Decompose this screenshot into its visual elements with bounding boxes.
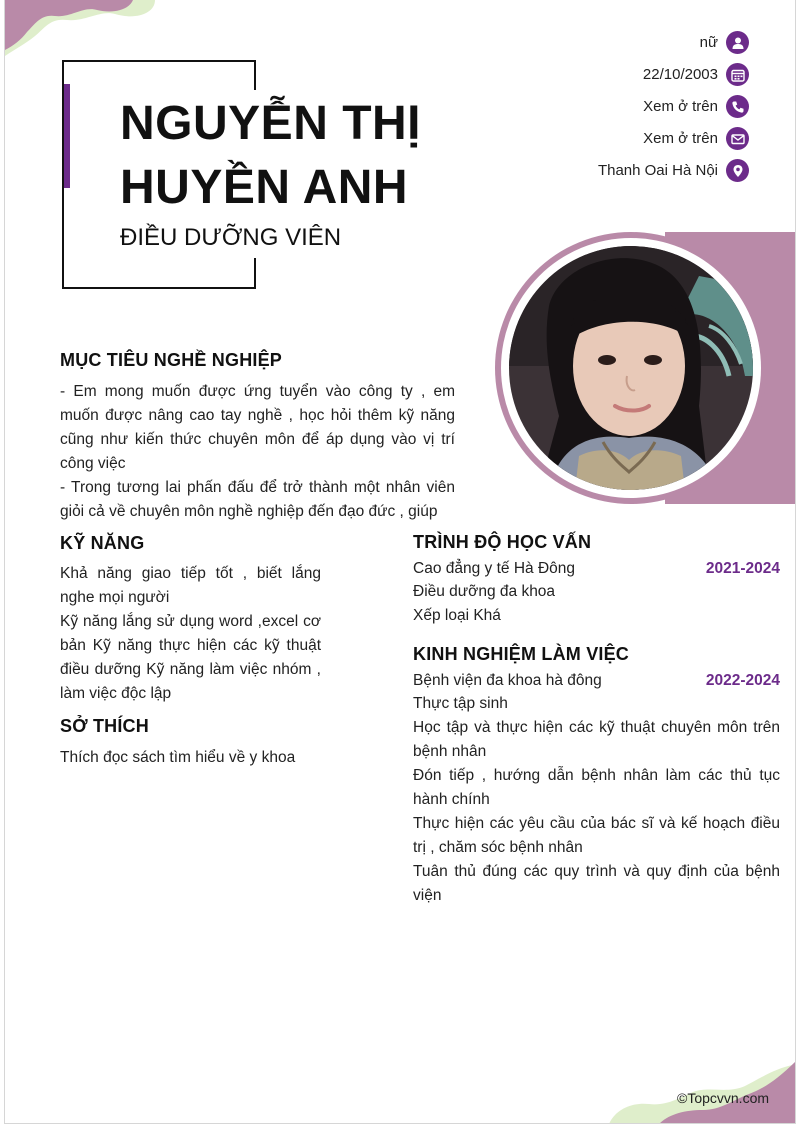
skills-paragraph-2: Kỹ năng lắng sử dụng word ,excel cơ bản Kỹ năng thực hiện các kỹ thuật điều dưỡng Kỹ năng làm việc nhóm , làm việc độc lập xyxy=(60,613,321,702)
calendar-icon xyxy=(726,63,749,86)
experience-duty: Học tập và thực hiện các kỹ thuật chuyên môn trên bệnh nhân xyxy=(413,719,780,760)
experience-heading: KINH NGHIỆM LÀM VIỆC xyxy=(413,644,630,664)
experience-duty: Thực hiện các yêu cầu của bác sĩ và kế hoạch điều trị , chăm sóc bệnh nhân xyxy=(413,815,780,856)
objective-text xyxy=(60,380,455,524)
education-years: 2021-2024 xyxy=(705,560,780,577)
contact-email-text: Xem ở trên xyxy=(643,130,718,147)
name-line-2: HUYỀN ANH xyxy=(120,161,409,214)
person-icon xyxy=(726,31,749,54)
name-line-1: NGUYỄN THỊ xyxy=(120,97,422,150)
experience-years: 2022-2024 xyxy=(705,672,780,689)
experience-duty: Đón tiếp , hướng dẫn bệnh nhân làm các thủ tục hành chính xyxy=(413,767,780,808)
contact-email xyxy=(643,127,749,150)
contact-address xyxy=(598,159,749,182)
objective-paragraph-1: - Em mong muốn được ứng tuyển vào công ty , em muốn được nâng cao tay nghề , học hỏi thêm kỹ năng cũng như kiến thức chuyên môn để áp dụng vào vị trí công việc xyxy=(60,383,455,472)
skills-heading: KỸ NĂNG xyxy=(60,533,145,553)
frame-right-bottom-line xyxy=(254,258,256,289)
frame-bottom-line xyxy=(62,287,256,289)
skills-text xyxy=(60,562,321,706)
experience-row xyxy=(413,672,780,690)
mail-icon xyxy=(726,127,749,150)
full-name xyxy=(120,92,421,220)
location-icon xyxy=(726,159,749,182)
contact-phone xyxy=(643,95,749,118)
contact-gender xyxy=(700,31,749,54)
contact-birthdate-text: 22/10/2003 xyxy=(642,66,718,83)
experience-duties xyxy=(413,716,780,908)
resume-page xyxy=(4,0,796,1124)
phone-icon xyxy=(726,95,749,118)
contact-gender-text: nữ xyxy=(699,34,718,51)
experience-duty: Tuân thủ đúng các quy trình và quy định của bệnh viện xyxy=(413,863,780,904)
experience-position: Thực tập sinh xyxy=(413,695,508,712)
experience-place: Bệnh viện đa khoa hà đông xyxy=(413,672,602,689)
education-school: Cao đẳng y tế Hà Đông xyxy=(413,560,575,577)
objective-paragraph-2: - Trong tương lai phấn đấu để trở thành một nhân viên giỏi cả về chuyên môn nghề nghiệp đến đạo đức , giúp xyxy=(60,479,455,520)
accent-bar xyxy=(64,84,70,188)
contact-phone-text: Xem ở trên xyxy=(643,98,718,115)
education-major: Điều dưỡng đa khoa xyxy=(413,583,556,600)
skills-paragraph-1: Khả năng giao tiếp tốt , biết lắng nghe mọi người xyxy=(60,565,321,606)
hobbies-text: Thích đọc sách tìm hiểu về y khoa xyxy=(60,749,296,766)
objective-heading: MỤC TIÊU NGHỀ NGHIỆP xyxy=(60,350,283,370)
education-heading: TRÌNH ĐỘ HỌC VẤN xyxy=(413,532,592,552)
frame-right-top-line xyxy=(254,60,256,90)
hobbies-heading: SỞ THÍCH xyxy=(60,716,149,736)
education-row xyxy=(413,560,780,578)
frame-top-line xyxy=(62,60,256,62)
contact-address-text: Thanh Oai Hà Nội xyxy=(597,162,718,179)
profile-photo xyxy=(509,246,753,490)
education-grade: Xếp loại Khá xyxy=(413,607,501,624)
job-title: ĐIỀU DƯỠNG VIÊN xyxy=(120,224,342,251)
top-left-decoration xyxy=(5,0,165,60)
contact-birthdate xyxy=(643,63,749,86)
footer-credit: ©Topcvvn.com xyxy=(677,1090,770,1106)
